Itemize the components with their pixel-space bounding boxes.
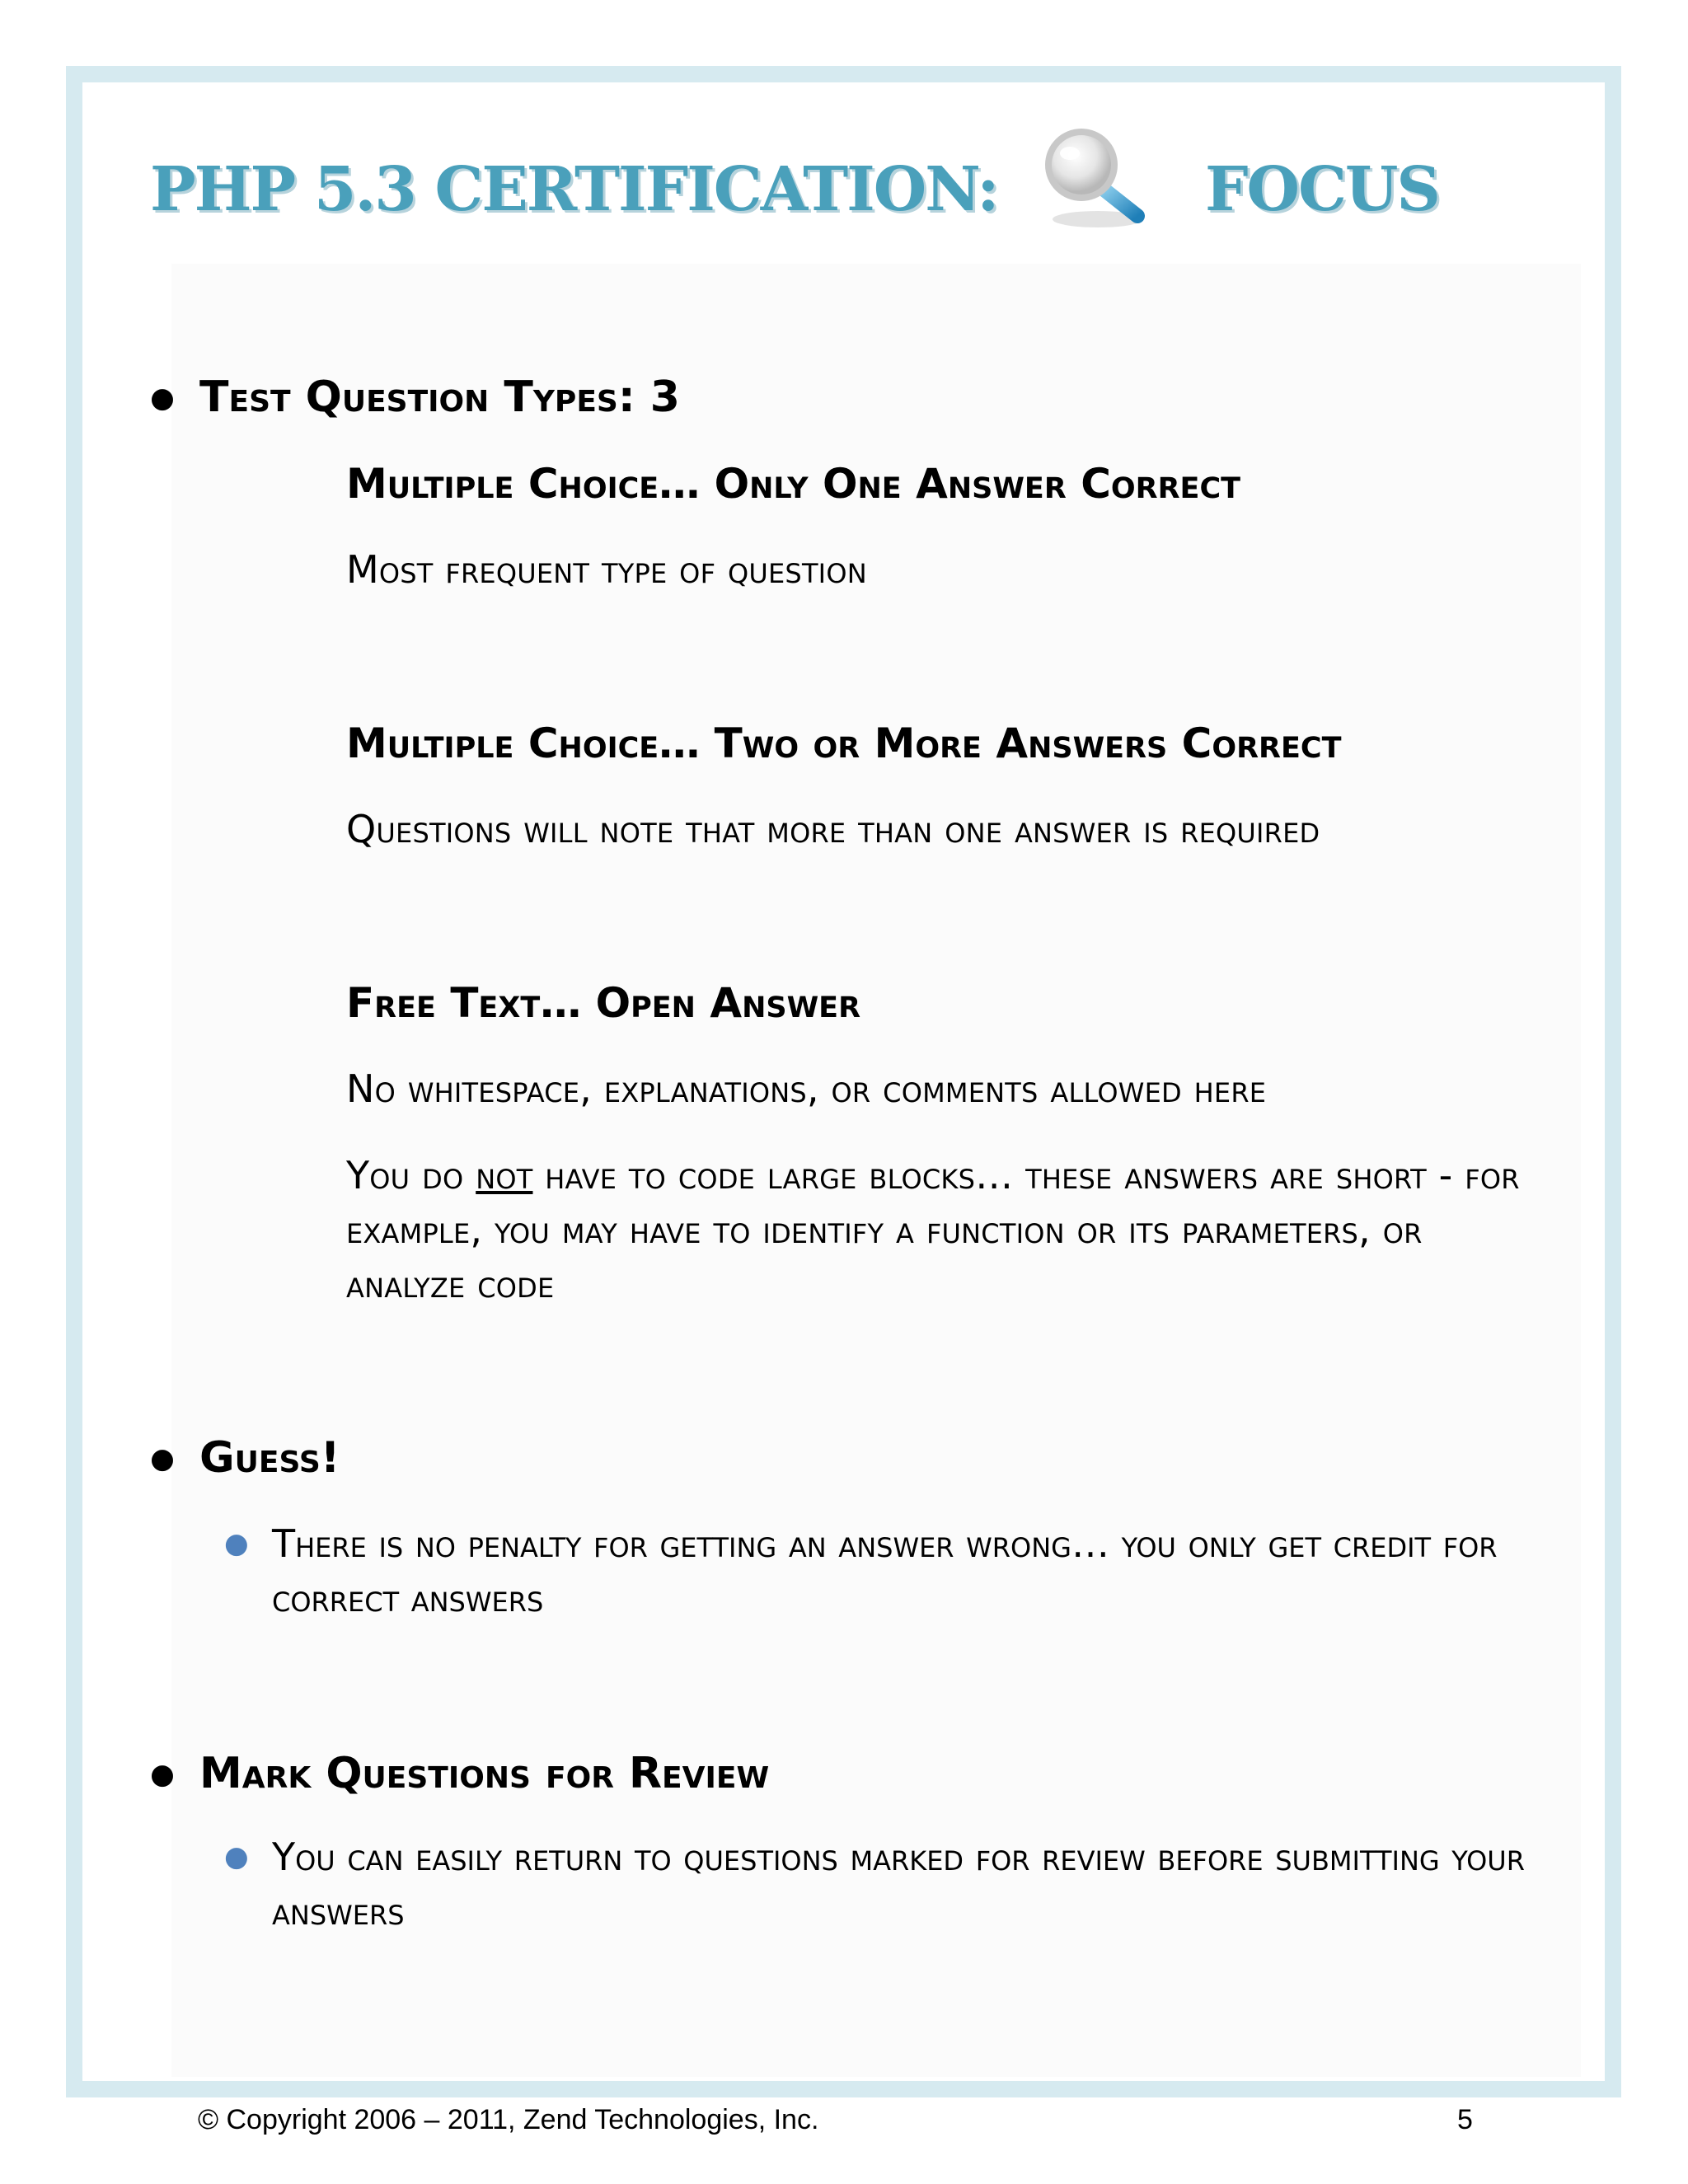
text-free-text-2	[346, 1148, 1525, 1311]
text-mc-one: Most frequent type of question	[346, 547, 867, 592]
page-number: 5	[1457, 2104, 1473, 2135]
bullet-review: ●	[150, 1758, 175, 1791]
magnifier-icon	[1032, 122, 1156, 237]
heading-free-text: Free Text… Open Answer	[346, 979, 861, 1027]
bullet-question-types: ●	[150, 382, 175, 415]
bullet-guess: ●	[150, 1442, 175, 1475]
heading-mc-multi: Multiple Choice… Two or More Answers Correct	[346, 719, 1342, 767]
title-right: FOCUS	[1205, 154, 1439, 225]
footer-copyright: © Copyright 2006 – 2011, Zend Technologies, Inc.	[198, 2104, 819, 2135]
text-free-text-2-underlined: not	[476, 1153, 533, 1197]
sub-bullet-guess: ●	[224, 1527, 249, 1560]
title-left: PHP 5.3 CERTIFICATION:	[150, 154, 998, 225]
text-mc-multi: Questions will note that more than one answer is required	[346, 807, 1320, 851]
text-free-text-2-after: have to code large blocks… these answers are short - for example, you may have to identify a function or its parameters, or analyze code	[346, 1153, 1520, 1306]
page-title	[150, 148, 1535, 239]
heading-guess: Guess!	[199, 1433, 340, 1483]
heading-mc-one: Multiple Choice… Only One Answer Correct	[346, 460, 1241, 508]
text-free-text-2-before: You do	[346, 1153, 476, 1197]
text-guess: There is no penalty for getting an answer wrong… you only get credit for correct answers	[272, 1521, 1498, 1620]
heading-review: Mark Questions for Review	[199, 1749, 770, 1798]
sub-bullet-review: ●	[224, 1840, 249, 1873]
heading-question-types: Test Question Types: 3	[199, 373, 680, 422]
text-free-text-1: No whitespace, explanations, or comments allowed here	[346, 1066, 1267, 1111]
text-review: You can easily return to questions marked for review before submitting your answers	[272, 1835, 1525, 1933]
